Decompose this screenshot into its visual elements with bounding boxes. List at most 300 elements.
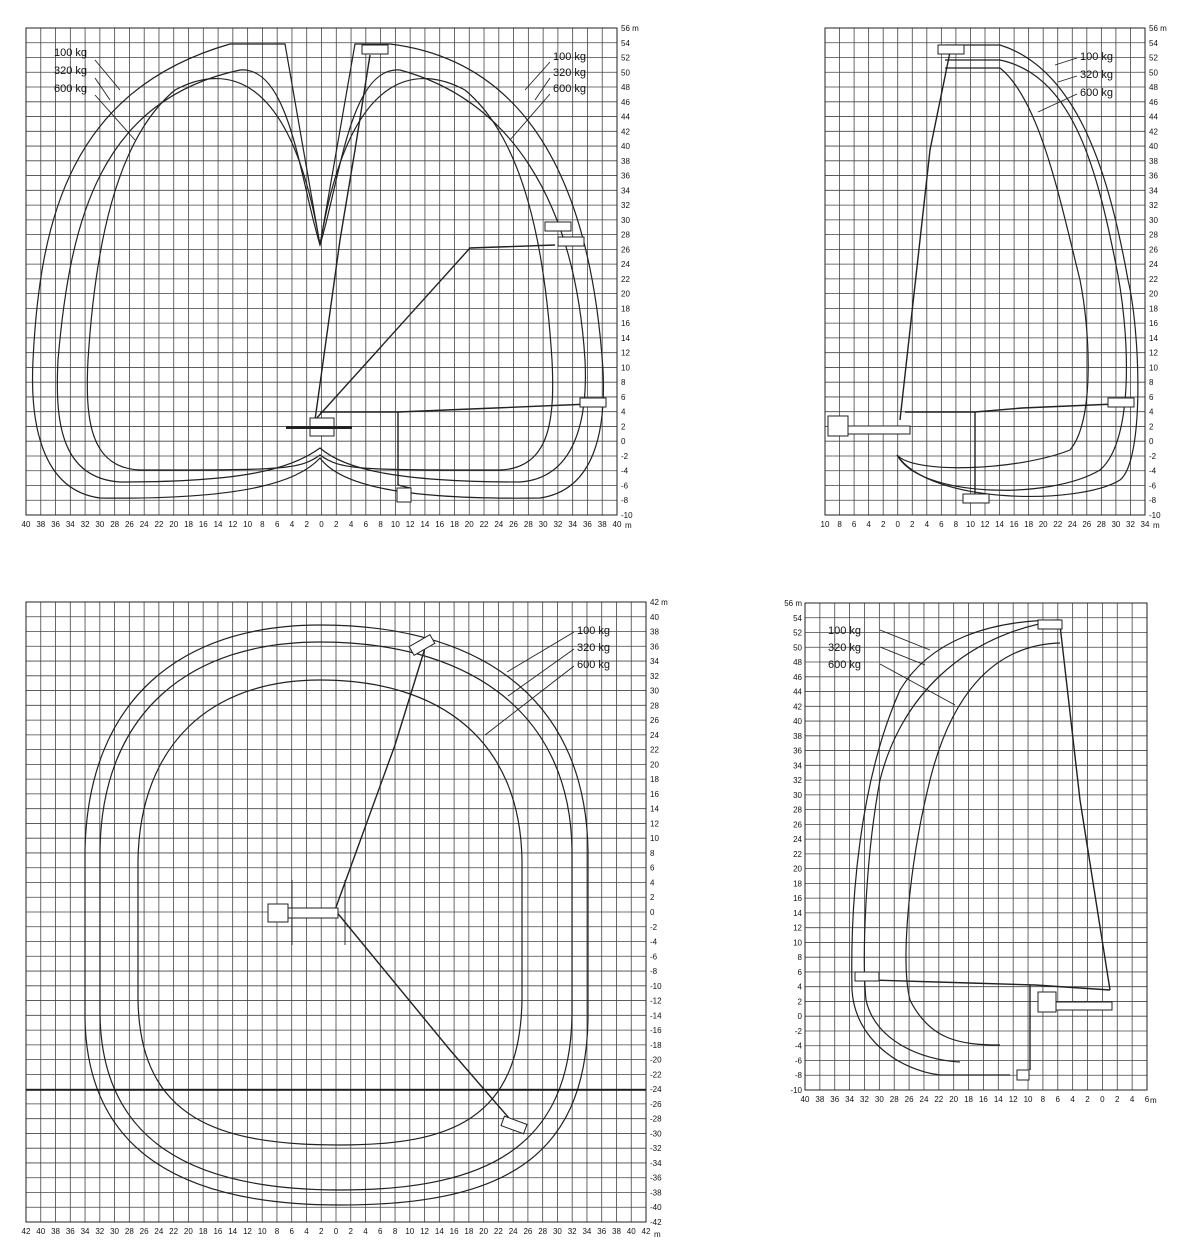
- x-tick-label: 38: [597, 520, 607, 529]
- x-tick-label: 36: [65, 1227, 75, 1236]
- y-axis-ticks: [621, 24, 639, 520]
- boom-horizontal: [905, 404, 1115, 412]
- y-tick-label: 18: [650, 775, 659, 785]
- x-tick-label: 24: [508, 1227, 518, 1236]
- basket-left: [855, 972, 879, 981]
- y-tick-label: 14: [621, 333, 630, 343]
- y-tick-label: 8: [1149, 378, 1154, 388]
- x-tick-label: 28: [124, 1227, 134, 1236]
- x-tick-label: 30: [95, 520, 105, 529]
- y-tick-label: 6: [650, 863, 655, 873]
- y-tick-label: 22: [793, 849, 802, 859]
- y-axis-ticks: [1149, 24, 1167, 520]
- leader-100kg: [507, 632, 574, 672]
- x-tick-label: 14: [434, 1227, 444, 1236]
- y-tick-label: 40: [793, 717, 802, 727]
- boom-vertical: [900, 52, 950, 420]
- x-tick-label: 8: [274, 1227, 280, 1236]
- x-tick-label: 32: [80, 520, 90, 529]
- y-axis-ticks: [650, 598, 668, 1227]
- y-tick-label: -2: [794, 1026, 802, 1036]
- y-tick-label: 44: [793, 687, 802, 697]
- y-tick-label: 2: [621, 422, 626, 432]
- y-tick-label: 30: [650, 686, 659, 696]
- y-tick-label: -42: [650, 1218, 662, 1227]
- y-tick-label: 14: [793, 908, 802, 918]
- x-tick-label: 4: [304, 1227, 309, 1236]
- truck-body: [848, 426, 910, 434]
- x-axis-ticks: [22, 1227, 651, 1236]
- x-tick-label: 26: [1082, 520, 1092, 529]
- y-tick-label: 56 m: [1149, 24, 1167, 33]
- y-tick-label: 30: [621, 215, 630, 225]
- x-tick-label: 8: [392, 1227, 398, 1236]
- y-tick-label: -14: [650, 1011, 662, 1021]
- x-tick-label: 38: [51, 1227, 60, 1236]
- x-tick-label: 40: [36, 1227, 46, 1236]
- x-tick-label: 2: [304, 520, 309, 529]
- x-tick-label: 8: [378, 520, 383, 529]
- y-tick-label: 56 m: [784, 599, 802, 608]
- side-view-working-range-diagram-mirror: [784, 599, 1157, 1105]
- x-tick-label: 0: [319, 520, 324, 529]
- boom-positions: [828, 45, 1134, 503]
- x-tick-label: 42: [21, 1227, 31, 1236]
- x-tick-label: 4: [866, 520, 871, 529]
- legend-320kg: 320 kg: [828, 642, 862, 654]
- y-tick-label: 34: [1149, 186, 1158, 196]
- y-tick-label: 0: [621, 437, 626, 447]
- x-tick-label: 10: [1023, 1095, 1033, 1104]
- y-tick-label: 26: [1149, 245, 1158, 255]
- y-tick-label: 38: [793, 731, 802, 741]
- x-tick-label: 30: [1111, 520, 1121, 529]
- y-tick-label: 52: [621, 53, 630, 63]
- y-tick-label: -10: [621, 511, 633, 520]
- basket-diagonal-2: [558, 237, 584, 246]
- x-tick-label: 0: [333, 1227, 339, 1236]
- x-tick-label: 22: [154, 520, 164, 529]
- grid: [26, 28, 617, 515]
- x-tick-label: 34: [568, 520, 578, 529]
- y-tick-label: 12: [621, 348, 630, 358]
- y-tick-label: 12: [1149, 348, 1158, 358]
- x-tick-label: 24: [139, 520, 149, 529]
- plan-view-working-range-diagram: [22, 598, 669, 1239]
- x-tick-label: 34: [845, 1095, 855, 1104]
- y-tick-label: 50: [793, 643, 802, 653]
- y-tick-label: 24: [621, 260, 630, 270]
- x-tick-label: 12: [1008, 1095, 1018, 1104]
- y-tick-label: 12: [650, 819, 659, 829]
- legend-600kg: 600 kg: [577, 659, 611, 671]
- x-tick-label: 24: [919, 1095, 929, 1104]
- legend-600kg: 600 kg: [828, 659, 862, 671]
- y-tick-label: 20: [793, 864, 802, 874]
- y-tick-label: 2: [650, 893, 655, 903]
- x-tick-label: 32: [567, 1227, 577, 1236]
- x-tick-label: 14: [213, 520, 223, 529]
- x-tick-label: 12: [980, 520, 990, 529]
- y-tick-label: 10: [650, 834, 659, 844]
- y-tick-label: 12: [793, 923, 802, 933]
- y-tick-label: 26: [650, 716, 659, 726]
- envelope-320kg: [897, 60, 1126, 490]
- x-tick-label: 18: [464, 1227, 474, 1236]
- x-tick-label: 18: [184, 520, 193, 529]
- x-tick-label: 32: [860, 1095, 869, 1104]
- x-tick-label: 6: [939, 520, 944, 529]
- x-tick-label: 26: [523, 1227, 533, 1236]
- y-tick-label: 32: [1149, 201, 1158, 211]
- x-tick-label: 36: [51, 520, 61, 529]
- basket-upper: [409, 635, 435, 656]
- y-tick-label: 4: [621, 407, 626, 417]
- x-tick-label: 36: [597, 1227, 607, 1236]
- y-tick-label: -32: [650, 1144, 662, 1154]
- envelope-600kg: [87, 79, 552, 470]
- x-tick-label: 2: [1085, 1095, 1090, 1104]
- y-tick-label: 4: [1149, 407, 1154, 417]
- y-tick-label: -2: [621, 451, 629, 461]
- x-tick-label: 24: [1067, 520, 1077, 529]
- outrigger: [286, 426, 352, 429]
- y-tick-label: 16: [621, 319, 630, 329]
- y-tick-label: 28: [650, 701, 659, 711]
- truck-cab: [828, 416, 848, 436]
- x-tick-label: 0: [895, 520, 900, 529]
- x-tick-label: 40: [612, 520, 622, 529]
- x-tick-label: 14: [228, 1227, 238, 1236]
- y-tick-label: 42: [621, 127, 630, 137]
- y-tick-label: -8: [621, 496, 629, 506]
- legend-320kg: 320 kg: [54, 65, 88, 77]
- x-tick-label: 30: [552, 1227, 562, 1236]
- y-tick-label: 16: [650, 789, 659, 799]
- x-tick-label: 20: [183, 1227, 193, 1236]
- leader-600kg: [880, 664, 955, 705]
- x-tick-label: 28: [110, 520, 120, 529]
- x-tick-label: 10: [820, 520, 830, 529]
- basket-bottom: [397, 488, 411, 502]
- leader-320kg: [1058, 76, 1077, 82]
- x-tick-label: 6: [274, 520, 280, 529]
- envelope-600kg: [897, 68, 1088, 468]
- y-tick-label: -6: [1149, 481, 1157, 491]
- y-tick-label: 42 m: [650, 598, 668, 607]
- y-tick-label: 22: [1149, 274, 1158, 284]
- boom-horizontal: [320, 404, 590, 412]
- y-tick-label: 0: [1149, 437, 1154, 447]
- truck-cab: [268, 904, 288, 922]
- y-tick-label: 18: [621, 304, 630, 314]
- x-tick-label: 40: [21, 520, 31, 529]
- x-tick-label: 8: [953, 520, 959, 529]
- y-tick-label: 18: [793, 879, 802, 889]
- x-tick-label: 32: [95, 1227, 105, 1236]
- x-tick-label: 4: [363, 1227, 368, 1236]
- x-tick-label: 10: [257, 1227, 267, 1236]
- x-tick-label: 24: [494, 520, 504, 529]
- x-tick-label: 4: [289, 520, 295, 529]
- y-tick-label: -10: [1149, 511, 1161, 520]
- load-legend: [828, 625, 955, 705]
- y-tick-label: -4: [621, 466, 629, 476]
- y-tick-label: 52: [1149, 53, 1158, 63]
- y-tick-label: 46: [1149, 97, 1158, 107]
- load-legend: [1038, 51, 1113, 112]
- side-view-working-range-diagram: [22, 24, 640, 530]
- y-tick-label: 20: [1149, 289, 1158, 299]
- x-tick-label: 22: [169, 1227, 179, 1236]
- diagram-frame: [805, 603, 1147, 1090]
- leader-320kg: [95, 78, 110, 100]
- x-tick-label: 38: [815, 1095, 825, 1104]
- boom-vertical: [315, 55, 370, 420]
- x-tick-label: 4: [924, 520, 930, 529]
- x-axis-ticks: [821, 520, 1150, 529]
- x-tick-label: 38: [36, 520, 46, 529]
- x-tick-label: 36: [830, 1095, 840, 1104]
- x-tick-label: 12: [228, 520, 238, 529]
- x-axis-ticks: [801, 1095, 1150, 1104]
- y-tick-label: 0: [650, 908, 655, 917]
- basket-bottom: [963, 494, 989, 503]
- y-tick-label: -36: [650, 1173, 662, 1183]
- x-tick-label: 42: [641, 1227, 651, 1236]
- leader-100kg: [1055, 58, 1077, 65]
- y-tick-label: 16: [793, 894, 802, 904]
- x-tick-label: 2: [880, 520, 886, 529]
- y-tick-label: -8: [1149, 496, 1157, 506]
- y-tick-label: 36: [621, 171, 630, 181]
- y-tick-label: -4: [794, 1041, 802, 1051]
- x-tick-label: 26: [904, 1095, 914, 1104]
- truck-body: [288, 908, 338, 918]
- y-tick-label: 22: [650, 745, 659, 755]
- y-tick-label: -2: [650, 922, 658, 932]
- x-tick-label: 6: [1055, 1095, 1061, 1104]
- x-tick-label: 28: [1096, 520, 1106, 529]
- grid: [805, 603, 1147, 1090]
- legend-320kg: 320 kg: [553, 67, 587, 79]
- basket-top: [1038, 620, 1062, 629]
- y-tick-label: -6: [650, 952, 658, 962]
- legend-320kg: 320 kg: [577, 642, 611, 654]
- x-tick-label: 2: [319, 1227, 324, 1236]
- y-tick-label: 28: [1149, 230, 1158, 240]
- y-tick-label: 10: [1149, 363, 1158, 373]
- x-tick-label: 12: [420, 1227, 430, 1236]
- y-tick-label: 16: [1149, 319, 1158, 329]
- y-tick-label: -26: [650, 1099, 662, 1109]
- y-tick-label: 54: [793, 613, 802, 623]
- y-tick-label: 56 m: [621, 24, 639, 33]
- y-tick-label: 30: [1149, 215, 1158, 225]
- y-tick-label: 38: [650, 627, 659, 637]
- x-tick-label: 6: [1144, 1095, 1150, 1104]
- x-tick-label: 6: [378, 1227, 383, 1236]
- x-tick-label: 36: [582, 520, 592, 529]
- x-tick-label: 4: [1070, 1095, 1075, 1104]
- y-tick-label: 48: [793, 658, 802, 668]
- load-legend-right: [510, 51, 586, 140]
- y-tick-label: 14: [1149, 333, 1158, 343]
- x-tick-label: 20: [949, 1095, 959, 1104]
- x-tick-label: 18: [1024, 520, 1034, 529]
- x-tick-label: 28: [889, 1095, 899, 1104]
- x-tick-label: 32: [1126, 520, 1135, 529]
- x-tick-label: 16: [978, 1095, 988, 1104]
- x-tick-label: 22: [934, 1095, 944, 1104]
- x-tick-label: 10: [390, 520, 400, 529]
- y-tick-label: -2: [1149, 451, 1157, 461]
- y-tick-label: 8: [621, 378, 626, 388]
- x-tick-label: 22: [479, 520, 489, 529]
- y-tick-label: -8: [794, 1071, 802, 1081]
- x-tick-label: 12: [242, 1227, 252, 1236]
- legend-100kg: 100 kg: [577, 625, 611, 637]
- x-tick-label: 12: [405, 520, 415, 529]
- basket-right: [580, 398, 606, 407]
- x-tick-label: 34: [1140, 520, 1150, 529]
- y-tick-label: 38: [621, 156, 630, 166]
- y-tick-label: 0: [797, 1012, 802, 1022]
- x-tick-label: 18: [198, 1227, 208, 1236]
- x-tick-label: 14: [993, 1095, 1003, 1104]
- legend-100kg: 100 kg: [553, 51, 587, 63]
- y-tick-label: 28: [621, 230, 630, 240]
- x-tick-label: 2: [334, 520, 339, 529]
- load-legend-left: [54, 47, 135, 140]
- x-tick-label: 20: [169, 520, 179, 529]
- x-tick-label: 26: [509, 520, 519, 529]
- x-tick-label: 6: [289, 1227, 294, 1236]
- y-tick-label: 2: [797, 997, 802, 1007]
- y-tick-label: 44: [621, 112, 630, 122]
- y-tick-label: -22: [650, 1070, 662, 1080]
- legend-600kg: 600 kg: [1080, 87, 1114, 99]
- x-tick-label: 10: [243, 520, 253, 529]
- y-tick-label: 34: [650, 657, 659, 667]
- y-tick-label: 36: [650, 642, 659, 652]
- y-tick-label: -4: [1149, 466, 1157, 476]
- y-tick-label: 32: [793, 776, 802, 786]
- y-tick-label: -30: [650, 1129, 662, 1139]
- x-tick-label: 10: [405, 1227, 415, 1236]
- y-tick-label: 54: [621, 38, 630, 48]
- leader-600kg: [510, 94, 550, 140]
- x-tick-label: 28: [538, 1227, 548, 1236]
- legend-320kg: 320 kg: [1080, 69, 1114, 81]
- legend-100kg: 100 kg: [1080, 51, 1114, 63]
- y-tick-label: 26: [793, 820, 802, 830]
- x-axis-unit: m: [654, 1230, 661, 1239]
- x-tick-label: 16: [1009, 520, 1019, 529]
- x-tick-label: 2: [910, 520, 915, 529]
- y-tick-label: 24: [650, 730, 659, 740]
- envelope-100kg: [852, 620, 1060, 1075]
- y-tick-label: -6: [794, 1056, 802, 1066]
- x-tick-label: 16: [449, 1227, 459, 1236]
- y-tick-label: -18: [650, 1040, 662, 1050]
- y-tick-label: 40: [1149, 142, 1158, 152]
- y-tick-label: 24: [793, 835, 802, 845]
- side-view-working-range-diagram-truck: [821, 24, 1168, 530]
- x-tick-label: 30: [538, 520, 548, 529]
- y-tick-label: -34: [650, 1158, 662, 1168]
- y-tick-label: -10: [790, 1086, 802, 1095]
- x-axis-unit: m: [625, 521, 632, 530]
- x-tick-label: 20: [464, 520, 474, 529]
- x-tick-label: 20: [479, 1227, 489, 1236]
- x-tick-label: 32: [553, 520, 563, 529]
- truck-body: [1056, 1002, 1112, 1010]
- y-tick-label: 6: [621, 392, 626, 402]
- y-tick-label: -24: [650, 1085, 662, 1095]
- y-tick-label: -10: [650, 981, 662, 991]
- x-tick-label: 22: [1053, 520, 1063, 529]
- y-tick-label: -28: [650, 1114, 662, 1124]
- y-tick-label: 26: [621, 245, 630, 255]
- y-tick-label: 36: [1149, 171, 1158, 181]
- y-tick-label: 14: [650, 804, 659, 814]
- x-tick-label: 34: [65, 520, 75, 529]
- y-tick-label: 24: [1149, 260, 1158, 270]
- y-tick-label: 50: [1149, 68, 1158, 78]
- legend-100kg: 100 kg: [54, 47, 88, 59]
- load-legend: [485, 625, 610, 735]
- y-tick-label: 6: [797, 967, 802, 977]
- x-tick-label: 14: [420, 520, 430, 529]
- y-tick-label: 40: [650, 612, 659, 622]
- x-tick-label: 34: [582, 1227, 592, 1236]
- y-tick-label: 50: [621, 68, 630, 78]
- x-tick-label: 4: [1129, 1095, 1135, 1104]
- x-tick-label: 10: [966, 520, 975, 529]
- y-tick-label: -4: [650, 937, 658, 947]
- x-tick-label: 8: [837, 520, 842, 529]
- y-tick-label: -6: [621, 481, 629, 491]
- basket-bottom: [1017, 1070, 1029, 1080]
- y-tick-label: 44: [1149, 112, 1158, 122]
- y-tick-label: 48: [1149, 83, 1158, 93]
- y-tick-label: 46: [621, 97, 630, 107]
- y-tick-label: -40: [650, 1203, 662, 1213]
- y-tick-label: 22: [621, 274, 630, 284]
- x-tick-label: 2: [1115, 1095, 1120, 1104]
- x-tick-label: 40: [800, 1095, 810, 1104]
- x-tick-label: 18: [964, 1095, 974, 1104]
- y-tick-label: 10: [621, 363, 630, 373]
- y-axis-ticks: [784, 599, 802, 1095]
- x-tick-label: 16: [198, 520, 208, 529]
- y-tick-label: 20: [621, 289, 630, 299]
- y-tick-label: -12: [650, 996, 662, 1006]
- y-tick-label: 34: [621, 186, 630, 196]
- leader-320kg: [508, 649, 574, 696]
- y-tick-label: 36: [793, 746, 802, 756]
- y-tick-label: -8: [650, 967, 658, 977]
- y-tick-label: 6: [1149, 392, 1154, 402]
- y-tick-label: 42: [1149, 127, 1158, 137]
- basket-diagonal: [545, 222, 571, 231]
- y-tick-label: 2: [1149, 422, 1154, 432]
- boom-lower: [335, 910, 515, 1125]
- y-tick-label: 46: [793, 672, 802, 682]
- y-tick-label: 18: [1149, 304, 1158, 314]
- x-tick-label: 28: [523, 520, 533, 529]
